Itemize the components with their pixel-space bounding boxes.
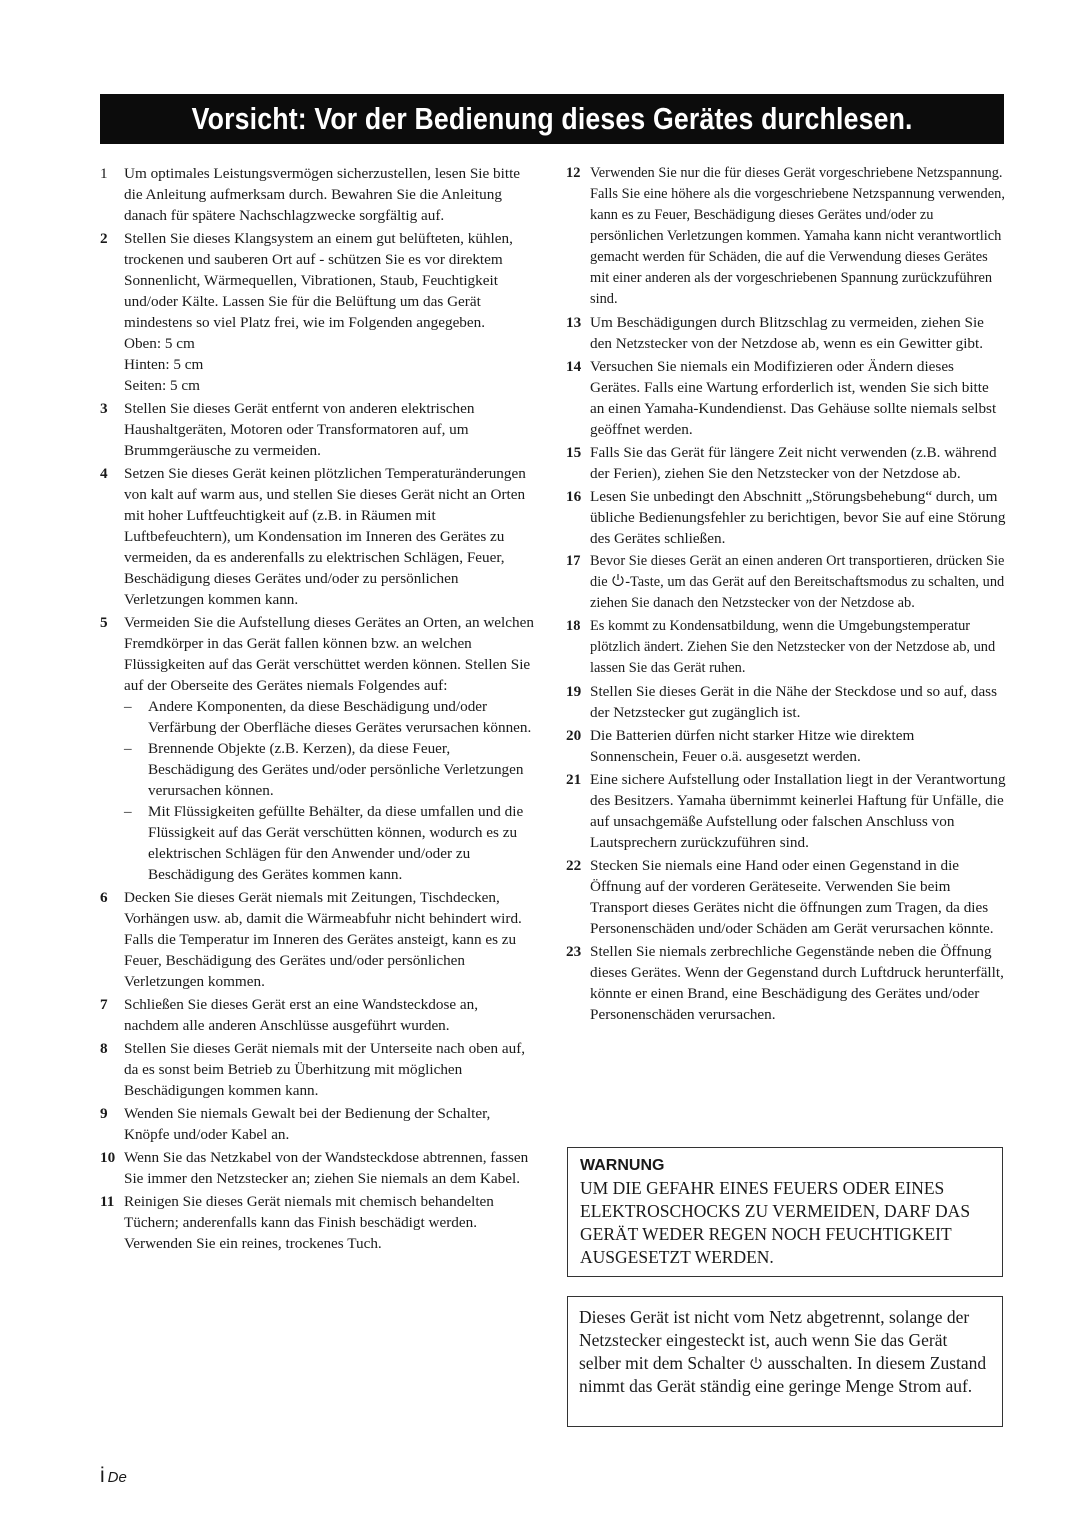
item-text: Setzen Sie dieses Gerät keinen plötzlichen Temperaturänderungen von kalt auf warm aus, und stellen Sie dieses Gerät nicht an Orten mit hoher Luftfeuchtigkeit auf (z.B. in Räumen mit Luftbefeuchtern), um Kondensation im Inneren des Gerätes zu vermeiden, da es anderenfalls zu elektrischen Schlägen, Feuer, Beschädigung dieses Gerätes und/oder zu persönlichen Verletzungen kommen kann. — [124, 465, 526, 608]
item-text: Verwenden Sie nur die für dieses Gerät vorgeschriebene Netzspannung. Falls Sie eine höhere als die vorgeschriebene Netzspannung verwenden, kann es zu Feuer, Beschädigung dieses Gerätes und/oder zu persönlichen Verletzungen kommen. Yamaha kann nicht verantwortlich gemacht werden für Schäden, die auf die Verwendung dieses Gerätes mit einer anderen als der vorgeschriebenen Spannung zurückzuführen sind. — [590, 165, 1005, 307]
item-text: Es kommt zu Kondensatbildung, wenn die Umgebungstemperatur plötzlich ändert. Ziehen Sie den Netzstecker von der Netzdose ab, und lassen Sie das Gerät ruhen. — [590, 618, 996, 676]
warning-title: WARNUNG — [580, 1157, 665, 1174]
clearance-top: Oben: 5 cm — [124, 335, 195, 352]
power-icon — [749, 1356, 763, 1370]
item-number: 15 — [566, 444, 582, 461]
item-number: 14 — [566, 358, 582, 375]
dash-mark: – — [124, 803, 132, 820]
list-item — [100, 1147, 536, 1189]
list-item — [100, 612, 536, 885]
list-item — [566, 616, 1006, 679]
item-text: Vermeiden Sie die Aufstellung dieses Gerätes an Orten, an welchen Fremdkörper in das Gerät fallen können bzw. an welchen Flüssigkeiten auf das Gerät verschüttet werden können. Stellen Sie auf der Oberseite des Gerätes niemals Folgendes auf: — [124, 614, 534, 694]
clearance-back: Hinten: 5 cm — [124, 356, 204, 373]
right-column — [566, 163, 1006, 1027]
list-item — [100, 463, 536, 610]
dash-item — [124, 801, 536, 885]
list-item — [566, 681, 1006, 723]
dash-text: Brennende Objekte (z.B. Kerzen), da diese Feuer, Beschädigung des Gerätes und/oder persönliche Verletzungen verursachen können. — [148, 740, 524, 799]
clearance-sides: Seiten: 5 cm — [124, 377, 200, 394]
item-text: Stellen Sie dieses Gerät in die Nähe der Steckdose und so auf, dass der Netzstecker gut zugänglich ist. — [590, 683, 998, 721]
item-text: Reinigen Sie dieses Gerät niemals mit chemisch behandelten Tüchern; anderenfalls kann das Finish beschädigt werden. Verwenden Sie ein reines, trockenes Tuch. — [124, 1193, 494, 1252]
item-number: 16 — [566, 488, 582, 505]
item-text-before: Bevor Sie dieses Gerät an einen anderen Ort transportieren, drücken Sie die — [590, 553, 1005, 590]
item-text: Stecken Sie niemals eine Hand oder einen Gegenstand in die Öffnung auf der vorderen Geräteseite. Verwenden Sie beim Transport dieses Gerätes nicht die öffnungen zum Tragen, da dies Personenschäden und/oder Schäden am Gerät verursachen könnte. — [590, 857, 994, 937]
page-footer — [100, 1464, 127, 1488]
item-text: Um Beschädigungen durch Blitzschlag zu vermeiden, ziehen Sie den Netzstecker von der Netzdose ab, wenn es ein Gewitter gibt. — [590, 314, 984, 352]
list-item — [566, 551, 1006, 614]
list-item — [566, 725, 1006, 767]
item-number: 7 — [100, 996, 108, 1013]
item-text: Wenden Sie niemals Gewalt bei der Bedienung der Schalter, Knöpfe und/oder Kabel an. — [124, 1105, 491, 1143]
language-code: De — [107, 1469, 127, 1486]
list-item — [100, 887, 536, 992]
item-number: 2 — [100, 230, 108, 247]
list-item — [566, 312, 1006, 354]
item-text: Stellen Sie dieses Klangsystem an einem gut belüfteten, kühlen, trockenen und sauberen Ort auf - schützen Sie es vor direktem Sonnenlicht, Wärmequellen, Vibrationen, Staub, Feuchtigkeit und/oder Kälte. Lassen Sie für die Belüftung um das Gerät mindestens so viel Platz frei, wie im Folgenden angegeben. — [124, 230, 513, 331]
list-item — [100, 1191, 536, 1254]
item-text: Decken Sie dieses Gerät niemals mit Zeitungen, Tischdecken, Vorhängen usw. ab, damit die Wärmeabfuhr nicht behindert wird. Falls die Temperatur im Inneren des Gerätes ansteigt, kann es zu Feuer, Beschädigung des Gerätes und/oder persönlichen Verletzungen kommen. — [124, 889, 522, 990]
item-number: 6 — [100, 889, 108, 906]
item-text: Versuchen Sie niemals ein Modifizieren oder Ändern dieses Gerätes. Falls eine Wartung erforderlich ist, wenden Sie sich bitte an einen Yamaha-Kundendienst. Das Gehäuse sollte niemals selbst geöffnet werden. — [590, 358, 997, 438]
item-number: 12 — [566, 165, 581, 181]
item-text: Eine sichere Aufstellung oder Installation liegt in der Verantwortung des Besitzers. Yamaha übernimmt keinerlei Haftung für Unfälle, die auf unsachgemäße Aufstellung oder falschen Anschluss von Lautsprechern zurückzuführen sind. — [590, 771, 1006, 851]
list-item — [566, 442, 1006, 484]
item-number: 9 — [100, 1105, 108, 1122]
item-number: 8 — [100, 1040, 108, 1057]
left-column — [100, 163, 536, 1256]
dash-item — [124, 738, 536, 801]
item-number: 13 — [566, 314, 582, 331]
list-item — [566, 486, 1006, 549]
dash-mark: – — [124, 740, 132, 757]
list-item — [100, 163, 536, 226]
list-item — [100, 228, 536, 396]
item-number: 4 — [100, 465, 108, 482]
list-item — [566, 855, 1006, 939]
item-text: Um optimales Leistungsvermögen sicherzustellen, lesen Sie bitte die Anleitung aufmerksam durch. Bewahren Sie die Anleitung danach für spätere Nachschlagzwecke sorgfältig auf. — [124, 165, 521, 224]
list-item — [100, 398, 536, 461]
list-item — [566, 356, 1006, 440]
list-item — [100, 994, 536, 1036]
item-number: 3 — [100, 400, 108, 417]
item-text-after: -Taste, um das Gerät auf den Bereitschaftsmodus zu schalten, und ziehen Sie danach den Netzstecker von der Netzdose ab. — [590, 574, 1005, 611]
dash-item — [124, 696, 536, 738]
page-number: i — [100, 1464, 105, 1487]
page-title: Vorsicht: Vor der Bedienung dieses Gerätes durchlesen. — [191, 101, 913, 136]
item-number: 18 — [566, 618, 581, 634]
item-text: Stellen Sie niemals zerbrechliche Gegenstände neben die Öffnung dieses Gerätes. Wenn der Gegenstand durch Luftdruck herunterfällt, könnte er einen Brand, eine Beschädigung des Gerätes und/oder Personenschäden verursachen. — [590, 943, 1004, 1023]
warning-text: UM DIE GEFAHR EINES FEUERS ODER EINES ELEKTROSCHOCKS ZU VERMEIDEN, DARF DAS GERÄT WEDER REGEN NOCH FEUCHTIGKEIT AUSGESETZT WERDEN. — [580, 1178, 971, 1267]
warning-box — [567, 1147, 1003, 1277]
item-number: 19 — [566, 683, 582, 700]
list-item — [566, 769, 1006, 853]
item-text: Die Batterien dürfen nicht starker Hitze wie direktem Sonnenschein, Feuer o.ä. ausgesetzt werden. — [590, 727, 915, 765]
dash-text: Mit Flüssigkeiten gefüllte Behälter, da diese umfallen und die Flüssigkeit auf das Gerät verschütten können, wodurch es zu elektrischen Schlägen für den Anwender und/oder zu Beschädigung des Gerätes kommen kann. — [148, 803, 524, 883]
list-item — [566, 163, 1006, 310]
power-icon — [611, 573, 625, 587]
info-text-before: Dieses Gerät ist nicht vom Netz abgetrennt, solange der Netzstecker eingesteckt ist, auch wenn Sie das Gerät selber mit dem Schalter — [579, 1307, 970, 1373]
item-number: 10 — [100, 1149, 116, 1166]
item-number: 5 — [100, 614, 108, 631]
item-number: 17 — [566, 553, 581, 569]
item-text: Wenn Sie das Netzkabel von der Wandsteckdose abtrennen, fassen Sie immer den Netzstecker an; ziehen Sie niemals an dem Kabel. — [124, 1149, 529, 1187]
item-text: Lesen Sie unbedingt den Abschnitt „Störungsbehebung“ durch, um übliche Bedienungsfehler zu berichtigen, bevor Sie auf eine Störung des Gerätes schließen. — [590, 488, 1006, 547]
item-number: 11 — [100, 1193, 115, 1210]
item-number: 23 — [566, 943, 582, 960]
item-text: Falls Sie das Gerät für längere Zeit nicht verwenden (z.B. während der Ferien), ziehen Sie den Netzstecker von der Netzdose ab. — [590, 444, 997, 482]
page-title-bar — [100, 94, 1004, 144]
list-item — [566, 941, 1006, 1025]
item-number: 20 — [566, 727, 582, 744]
item-text: Stellen Sie dieses Gerät niemals mit der Unterseite nach oben auf, da es sonst beim Betrieb zu Überhitzung mit möglichen Beschädigungen kommen kann. — [124, 1040, 526, 1099]
standby-info-box — [567, 1296, 1003, 1427]
item-number: 21 — [566, 771, 582, 788]
dash-mark: – — [124, 698, 132, 715]
item-text: Schließen Sie dieses Gerät erst an eine Wandsteckdose an, nachdem alle anderen Anschlüsse ausgeführt wurden. — [124, 996, 479, 1034]
info-text-after: ausschalten. In diesem Zustand nimmt das Gerät ständig eine geringe Menge Strom auf. — [579, 1353, 987, 1396]
list-item — [100, 1038, 536, 1101]
item-text: Stellen Sie dieses Gerät entfernt von anderen elektrischen Haushaltgeräten, Motoren oder Transformatoren auf, um Brummgeräusche zu vermeiden. — [124, 400, 475, 459]
item-number: 22 — [566, 857, 582, 874]
item-number: 1 — [100, 165, 108, 182]
list-item — [100, 1103, 536, 1145]
dash-text: Andere Komponenten, da diese Beschädigung und/oder Verfärbung der Oberfläche dieses Gerätes verursachen können. — [148, 698, 532, 736]
